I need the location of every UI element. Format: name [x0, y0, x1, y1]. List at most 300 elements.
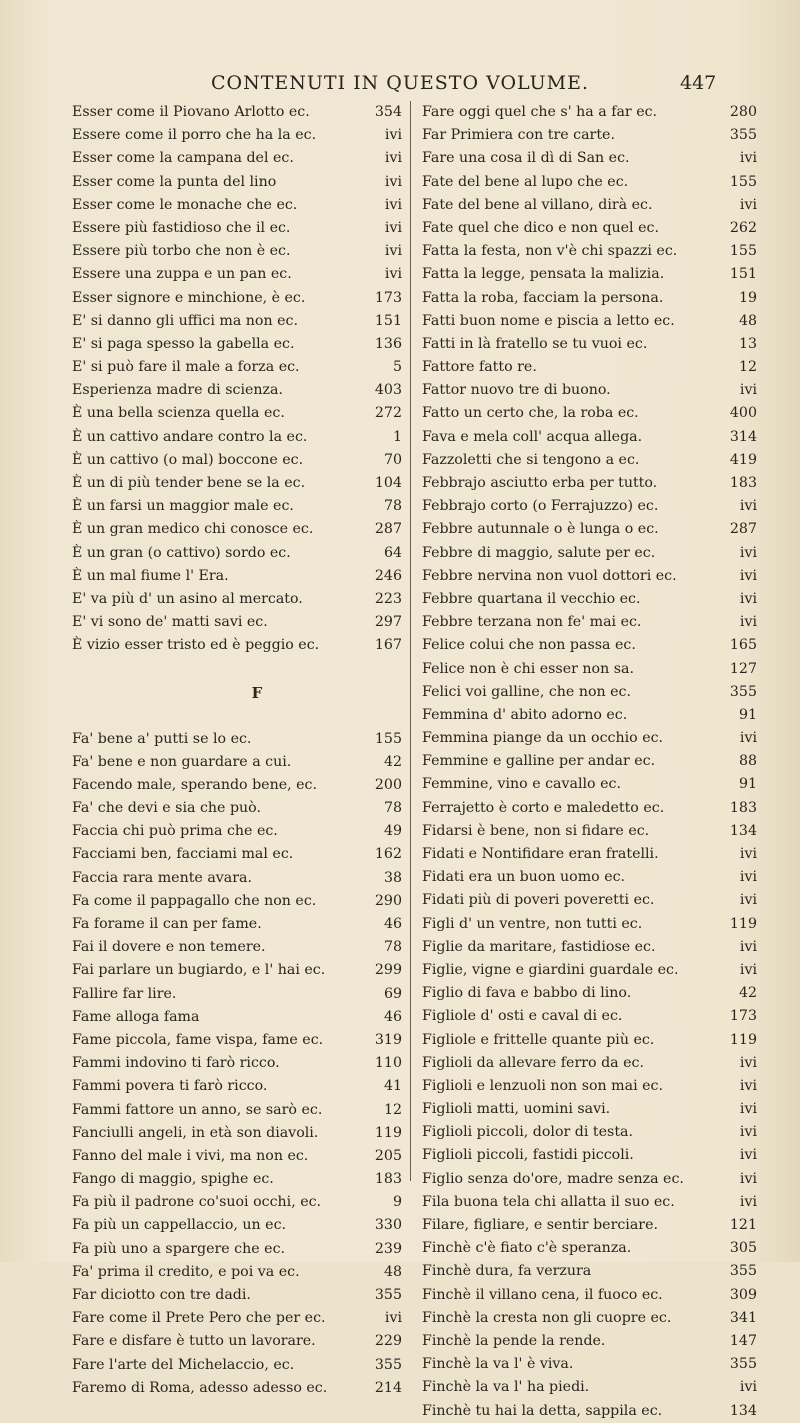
entry-page-ref: 272	[374, 405, 402, 422]
entry-text: Fate del bene al lupo che ec.	[422, 173, 629, 190]
entry-page-ref: 91	[738, 706, 757, 723]
entry-page-ref: ivi	[739, 614, 757, 631]
entry-text: Filare, figliare, e sentir berciare.	[422, 1217, 658, 1233]
entry-page-ref: 19	[738, 289, 757, 306]
entry-page-ref: 136	[374, 335, 402, 352]
entry-page-ref: 119	[374, 1124, 402, 1141]
entry-text: Fatto un certo che, la roba ec.	[422, 405, 639, 422]
entry-page-ref: 319	[374, 1031, 402, 1048]
entry-text: Fate del bene al villano, dirà ec.	[422, 196, 653, 213]
index-entry	[422, 797, 757, 820]
entry-text: Fa' prima il credito, e poi va ec.	[72, 1263, 300, 1280]
entry-page-ref: ivi	[739, 382, 757, 399]
entry-text: Faccia rara mente avara.	[72, 869, 253, 886]
entry-text: Fare una cosa il dì di San ec.	[422, 150, 630, 167]
index-entry	[422, 843, 757, 866]
index-entry	[72, 426, 402, 449]
entry-page-ref: 134	[729, 822, 757, 839]
entry-text: Femmina piange da un occhio ec.	[422, 730, 664, 747]
entry-page-ref: 1	[392, 428, 402, 445]
entry-page-ref: 173	[374, 289, 402, 306]
index-entry	[72, 518, 402, 541]
entry-page-ref: 354	[374, 104, 402, 120]
index-entry	[422, 472, 757, 495]
entry-page-ref: ivi	[384, 127, 402, 144]
entry-page-ref: 42	[383, 753, 402, 770]
entry-page-ref: 151	[374, 312, 402, 329]
entry-text: Fango di maggio, spighe ec.	[72, 1171, 274, 1188]
index-entry	[422, 240, 757, 263]
index-entry	[422, 658, 757, 681]
entry-page-ref: 305	[729, 1240, 757, 1257]
index-entry	[72, 890, 402, 913]
entry-text: Figliole d' osti e caval di ec.	[422, 1008, 623, 1025]
entry-text: Felici voi galline, che non ec.	[422, 683, 632, 700]
entry-page-ref: ivi	[739, 1379, 757, 1396]
entry-text: Figlioli e lenzuoli non son mai ec.	[422, 1077, 663, 1094]
entry-page-ref: 12	[738, 359, 757, 376]
entry-page-ref: ivi	[384, 173, 402, 190]
entry-page-ref: 183	[374, 1171, 402, 1188]
entry-page-ref: 9	[392, 1194, 402, 1211]
entry-text: Felice colui che non passa ec.	[422, 637, 636, 654]
entry-text: Fame piccola, fame vispa, fame ec.	[72, 1031, 324, 1048]
entry-text: È un di più tender bene se la ec.	[72, 475, 306, 491]
entry-page-ref: 104	[374, 475, 402, 491]
index-entry	[422, 402, 757, 425]
entry-page-ref: ivi	[739, 150, 757, 167]
index-entry	[72, 728, 402, 751]
index-entry	[72, 194, 402, 217]
page-number: 447	[680, 72, 717, 94]
entry-page-ref: ivi	[739, 498, 757, 515]
entry-text: Fatti buon nome e piscia a letto ec.	[422, 312, 675, 329]
index-entry	[72, 588, 402, 611]
entry-text: Figlio senza do'ore, madre senza ec.	[422, 1170, 684, 1187]
index-entry	[72, 263, 402, 286]
index-entry	[422, 1237, 757, 1260]
entry-text: Fame alloga fama	[72, 1008, 200, 1025]
right-column	[422, 101, 757, 1423]
index-entry	[422, 1191, 757, 1214]
entry-text: Essere più torbo che non è ec.	[72, 243, 291, 260]
entry-page-ref: 341	[729, 1309, 757, 1326]
index-entry	[422, 611, 757, 634]
entry-text: Essere come il porro che ha la ec.	[72, 127, 317, 144]
entry-page-ref: ivi	[739, 1147, 757, 1164]
entry-text: È un mal fiume l' Era.	[72, 567, 229, 584]
entry-page-ref: 119	[729, 915, 757, 932]
entry-text: Fidati era un buon uomo ec.	[422, 869, 626, 886]
entry-page-ref: 173	[729, 1008, 757, 1025]
index-entry	[422, 820, 757, 843]
entry-page-ref: 121	[729, 1217, 757, 1233]
index-entry	[72, 1075, 402, 1098]
index-entry	[422, 588, 757, 611]
index-entry	[422, 982, 757, 1005]
index-entry	[422, 356, 757, 379]
index-entry	[422, 889, 757, 912]
index-entry	[422, 959, 757, 982]
index-entry	[72, 751, 402, 774]
index-entry	[422, 1168, 757, 1191]
index-entry	[72, 356, 402, 379]
section-heading-letter: F	[251, 683, 263, 702]
index-entry	[422, 495, 757, 518]
entry-page-ref: 297	[374, 614, 402, 631]
entry-page-ref: 64	[383, 544, 402, 561]
index-entry	[422, 1121, 757, 1144]
entry-page-ref: 46	[383, 916, 402, 932]
index-entry	[422, 1307, 757, 1330]
index-entry	[422, 727, 757, 750]
entry-page-ref: ivi	[739, 567, 757, 584]
entry-text: Figlioli piccoli, fastidi piccoli.	[422, 1147, 634, 1164]
entry-text: Febbre terzana non fe' mai ec.	[422, 614, 642, 631]
entry-text: E' va più d' un asino al mercato.	[72, 590, 303, 607]
entry-page-ref: 183	[729, 475, 757, 491]
entry-page-ref: 287	[729, 521, 757, 538]
entry-page-ref: 280	[729, 104, 757, 120]
index-entry	[72, 171, 402, 194]
index-entry	[72, 1145, 402, 1168]
entry-text: È un cattivo (o mal) boccone ec.	[72, 451, 304, 468]
index-entry	[72, 983, 402, 1006]
entry-page-ref: 223	[374, 590, 402, 607]
index-entry	[422, 1144, 757, 1167]
index-entry	[72, 1052, 402, 1075]
entry-page-ref: 12	[383, 1101, 402, 1118]
entry-page-ref: ivi	[739, 1124, 757, 1141]
index-entry	[72, 240, 402, 263]
index-entry	[422, 681, 757, 704]
entry-text: Finchè la va l' ha piedi.	[422, 1379, 590, 1396]
entry-page-ref: ivi	[384, 219, 402, 236]
entry-page-ref: ivi	[739, 961, 757, 978]
entry-text: Far Primiera con tre carte.	[422, 127, 615, 144]
entry-text: Fare come il Prete Pero che per ec.	[72, 1310, 326, 1327]
column-divider	[410, 101, 411, 1181]
index-entry	[422, 750, 757, 773]
index-entry	[72, 1307, 402, 1330]
entry-text: E' si può fare il male a forza ec.	[72, 359, 300, 376]
entry-page-ref: ivi	[739, 544, 757, 561]
index-entry	[422, 194, 757, 217]
entry-text: Esperienza madre di scienza.	[72, 382, 283, 399]
running-title: CONTENUTI IN QUESTO VOLUME.	[211, 72, 589, 94]
entry-page-ref: 48	[738, 312, 757, 329]
entry-text: Esser come il Piovano Arlotto ec.	[72, 104, 310, 120]
index-entry	[72, 774, 402, 797]
entry-text: E' si danno gli uffici ma non ec.	[72, 312, 298, 329]
index-entry	[422, 426, 757, 449]
entry-page-ref: 46	[383, 1008, 402, 1025]
index-entry	[422, 1284, 757, 1307]
index-entry	[422, 217, 757, 240]
entry-page-ref: 162	[374, 846, 402, 863]
entry-text: Ferrajetto è corto e maledetto ec.	[422, 799, 665, 816]
entry-page-ref: 42	[738, 985, 757, 1002]
index-entry	[422, 1075, 757, 1098]
entry-page-ref: 49	[383, 823, 402, 840]
entry-text: Finchè tu hai la detta, sappila ec.	[422, 1402, 663, 1419]
index-entry	[72, 333, 402, 356]
entry-text: Fatta la festa, non v'è chi spazzi ec.	[422, 243, 678, 260]
index-entry	[72, 495, 402, 518]
entry-page-ref: 167	[374, 637, 402, 654]
entry-page-ref: 183	[729, 799, 757, 816]
entry-text: Fidati e Nontifidare eran fratelli.	[422, 846, 659, 862]
entry-text: Figlie da maritare, fastidiose ec.	[422, 938, 656, 955]
entry-text: Fa forame il can per fame.	[72, 916, 262, 932]
entry-page-ref: 299	[374, 962, 402, 979]
entry-text: Fa più uno a spargere che ec.	[72, 1240, 286, 1257]
index-entry	[72, 1099, 402, 1122]
entry-page-ref: ivi	[384, 1310, 402, 1327]
entry-page-ref: 88	[738, 753, 757, 770]
index-entry	[72, 217, 402, 240]
entry-page-ref: 155	[374, 730, 402, 747]
entry-text: Finchè dura, fa verzura	[422, 1263, 592, 1280]
entry-text: Facendo male, sperando bene, ec.	[72, 776, 317, 793]
entry-text: Finchè c'è fiato c'è speranza.	[422, 1240, 632, 1257]
entry-page-ref: ivi	[739, 846, 757, 862]
index-entry	[72, 959, 402, 982]
index-entry	[422, 1029, 757, 1052]
entry-text: Febbre nervina non vuol dottori ec.	[422, 567, 677, 584]
index-entry	[72, 1377, 402, 1400]
entry-text: Essere più fastidioso che il ec.	[72, 219, 291, 236]
index-entry	[422, 1400, 757, 1423]
index-entry	[72, 1006, 402, 1029]
entry-text: Fanno del male i vivi, ma non ec.	[72, 1147, 309, 1164]
index-entry	[72, 1284, 402, 1307]
entry-page-ref: 38	[383, 869, 402, 886]
entry-text: Fare e disfare è tutto un lavorare.	[72, 1333, 316, 1350]
left-column	[72, 101, 402, 1400]
entry-text: Fa' bene e non guardare a cui.	[72, 753, 292, 770]
entry-text: Fatta la legge, pensata la malizia.	[422, 266, 665, 283]
entry-page-ref: 13	[738, 335, 757, 352]
entry-text: È un gran (o cattivo) sordo ec.	[72, 544, 291, 561]
entry-page-ref: ivi	[384, 243, 402, 260]
entry-text: Fa come il pappagallo che non ec.	[72, 892, 317, 909]
index-entry	[422, 263, 757, 286]
index-entry	[422, 1353, 757, 1376]
entry-page-ref: 78	[383, 800, 402, 817]
index-entry	[72, 1029, 402, 1052]
entry-text: Figliole e frittelle quante più ec.	[422, 1031, 655, 1048]
entry-page-ref: ivi	[739, 1077, 757, 1094]
entry-page-ref: 229	[374, 1333, 402, 1350]
entry-text: Far diciotto con tre dadi.	[72, 1287, 251, 1303]
entry-page-ref: 165	[729, 637, 757, 654]
entry-page-ref: ivi	[739, 590, 757, 607]
entry-text: Fidarsi è bene, non si fidare ec.	[422, 822, 650, 839]
index-entry	[72, 1261, 402, 1284]
entry-text: Fazzoletti che si tengono a ec.	[422, 451, 640, 468]
entry-page-ref: 400	[729, 405, 757, 422]
entry-page-ref: 155	[729, 243, 757, 260]
entry-page-ref: ivi	[739, 938, 757, 955]
entry-page-ref: 134	[729, 1402, 757, 1419]
index-entry	[72, 472, 402, 495]
entry-page-ref: 127	[729, 660, 757, 677]
entry-text: Faccia chi può prima che ec.	[72, 823, 278, 840]
index-entry	[422, 310, 757, 333]
entry-page-ref: 309	[729, 1286, 757, 1303]
index-entry	[72, 1330, 402, 1353]
entry-text: Esser come la punta del lino	[72, 173, 277, 190]
entry-text: Faremo di Roma, adesso adesso ec.	[72, 1379, 328, 1396]
entry-text: Fammi indovino ti farò ricco.	[72, 1055, 280, 1072]
index-entry	[422, 542, 757, 565]
entry-text: Fai parlare un bugiardo, e l' hai ec.	[72, 962, 326, 979]
entry-page-ref: 239	[374, 1240, 402, 1257]
entry-page-ref: 78	[383, 939, 402, 956]
entry-page-ref: ivi	[739, 1193, 757, 1210]
entry-text: E' si paga spesso la gabella ec.	[72, 335, 295, 352]
entry-page-ref: 355	[729, 127, 757, 144]
entry-page-ref: 214	[374, 1379, 402, 1396]
entry-text: Fattor nuovo tre di buono.	[422, 382, 611, 399]
entry-page-ref: 200	[374, 776, 402, 793]
entry-page-ref: 70	[383, 451, 402, 468]
entry-text: Fila buona tela chi allatta il suo ec.	[422, 1193, 675, 1210]
entry-text: Fammi fattore un anno, se sarò ec.	[72, 1101, 323, 1118]
entry-page-ref: ivi	[739, 1170, 757, 1187]
index-entry	[422, 333, 757, 356]
index-entry	[72, 843, 402, 866]
index-entry	[422, 518, 757, 541]
index-entry	[422, 1330, 757, 1353]
index-entry	[422, 936, 757, 959]
entry-text: Fai il dovere e non temere.	[72, 939, 266, 956]
entry-text: Finchè la pende la rende.	[422, 1332, 606, 1349]
entry-page-ref: 155	[729, 173, 757, 190]
entry-text: Figlio di fava e babbo di lino.	[422, 985, 632, 1002]
index-entry	[72, 449, 402, 472]
entry-text: Facciami ben, facciami mal ec.	[72, 846, 294, 863]
index-entry	[72, 124, 402, 147]
index-entry	[72, 147, 402, 170]
entry-text: Femmine e galline per andar ec.	[422, 753, 656, 770]
entry-text: Fa più un cappellaccio, un ec.	[72, 1217, 287, 1234]
entry-page-ref: 69	[383, 985, 402, 1002]
index-entry	[72, 936, 402, 959]
index-entry	[72, 1168, 402, 1191]
entry-text: Fa' che devi e sia che può.	[72, 800, 261, 817]
index-entry	[72, 867, 402, 890]
index-entry	[422, 449, 757, 472]
index-entry	[422, 913, 757, 936]
entry-page-ref: 355	[374, 1287, 402, 1303]
index-entry	[422, 1214, 757, 1237]
entry-page-ref: 119	[729, 1031, 757, 1048]
entry-page-ref: 246	[374, 567, 402, 584]
entry-page-ref: 290	[374, 892, 402, 909]
entry-text: Fatti in là fratello se tu vuoi ec.	[422, 335, 648, 352]
entry-text: Esser come la campana del ec.	[72, 150, 294, 167]
entry-text: Fattore fatto re.	[422, 359, 537, 376]
index-entry	[72, 634, 402, 657]
entry-text: Femmine, vino e cavallo ec.	[422, 776, 621, 793]
entry-text: Figlioli da allevare ferro da ec.	[422, 1054, 644, 1071]
index-entry	[72, 1191, 402, 1214]
entry-page-ref: 110	[374, 1055, 402, 1072]
index-entry	[422, 287, 757, 310]
entry-text: È vizio esser tristo ed è peggio ec.	[72, 637, 320, 654]
index-entry	[422, 1052, 757, 1075]
index-entry	[422, 1005, 757, 1028]
entry-page-ref: 355	[729, 1263, 757, 1280]
entry-page-ref: 330	[374, 1217, 402, 1234]
entry-page-ref: ivi	[739, 892, 757, 909]
entry-text: Figli d' un ventre, non tutti ec.	[422, 915, 643, 932]
entry-text: Fammi povera ti farò ricco.	[72, 1078, 268, 1095]
entry-page-ref: ivi	[739, 1054, 757, 1071]
entry-text: Fatta la roba, facciam la persona.	[422, 289, 664, 306]
entry-page-ref: 48	[383, 1263, 402, 1280]
index-entry	[72, 1214, 402, 1237]
entry-page-ref: 262	[729, 219, 757, 236]
index-entry	[72, 310, 402, 333]
entry-page-ref: ivi	[739, 1101, 757, 1118]
entry-text: Figlioli matti, uomini savi.	[422, 1101, 611, 1118]
entry-text: È un farsi un maggior male ec.	[72, 498, 294, 515]
index-entry	[422, 101, 757, 124]
entry-page-ref: ivi	[739, 869, 757, 886]
index-entry	[72, 913, 402, 936]
entry-text: Fare l'arte del Michelaccio, ec.	[72, 1356, 295, 1373]
entry-text: Fidati più di poveri poveretti ec.	[422, 892, 655, 909]
entry-page-ref: 5	[392, 359, 402, 376]
entry-text: Finchè la va l' è viva.	[422, 1356, 574, 1373]
entry-page-ref: 78	[383, 498, 402, 515]
index-entry	[72, 542, 402, 565]
index-entry	[422, 866, 757, 889]
index-entry	[72, 565, 402, 588]
entry-text: Essere una zuppa e un pan ec.	[72, 266, 292, 283]
entry-text: Fanciulli angeli, in età son diavoli.	[72, 1124, 319, 1141]
entry-text: È una bella scienza quella ec.	[72, 405, 285, 422]
entry-text: Fava e mela coll' acqua allega.	[422, 428, 643, 445]
index-entry	[72, 287, 402, 310]
entry-text: Febbrajo asciutto erba per tutto.	[422, 475, 658, 491]
index-entry	[72, 820, 402, 843]
entry-text: Finchè il villano cena, il fuoco ec.	[422, 1286, 663, 1303]
entry-text: È un cattivo andare contro la ec.	[72, 428, 308, 445]
index-entry	[422, 124, 757, 147]
entry-text: Figlioli piccoli, dolor di testa.	[422, 1124, 633, 1141]
entry-text: E' vi sono de' matti savi ec.	[72, 614, 268, 631]
entry-text: Finchè la cresta non gli cuopre ec.	[422, 1309, 672, 1326]
index-entry	[422, 171, 757, 194]
entry-page-ref: 41	[383, 1078, 402, 1095]
entry-page-ref: 355	[729, 1356, 757, 1373]
entry-page-ref: ivi	[384, 196, 402, 213]
entry-page-ref: ivi	[739, 196, 757, 213]
index-entry	[422, 1376, 757, 1399]
entry-page-ref: 205	[374, 1147, 402, 1164]
entry-text: Fare oggi quel che s' ha a far ec.	[422, 104, 658, 120]
entry-page-ref: ivi	[739, 730, 757, 747]
index-entry	[72, 797, 402, 820]
index-entry	[72, 1122, 402, 1145]
index-entry	[422, 704, 757, 727]
entry-page-ref: 147	[729, 1332, 757, 1349]
index-entry	[72, 101, 402, 124]
